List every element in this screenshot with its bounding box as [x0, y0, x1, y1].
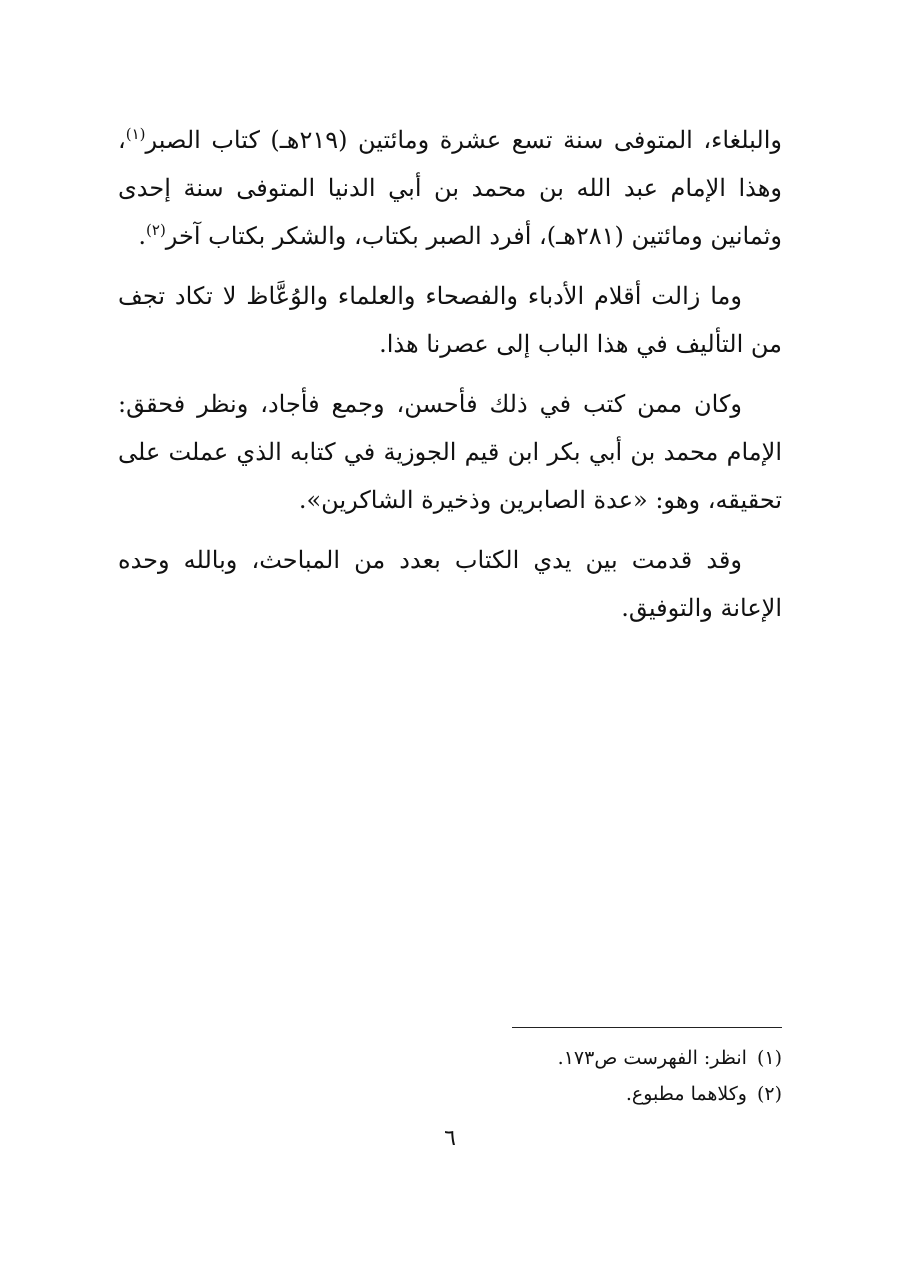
footnote-separator [512, 1027, 782, 1028]
footnote-2-text: وكلاهما مطبوع. [625, 1083, 747, 1105]
footnote-1-marker: (١) [756, 1047, 782, 1069]
footnote-1 [460, 1040, 782, 1076]
paragraph-1 [118, 116, 782, 260]
paragraph-1-text-end: . [138, 222, 147, 250]
paragraph-4: وقد قدمت بين يدي الكتاب بعدد من المباحث، وبالله وحده الإعانة والتوفيق. [118, 546, 782, 622]
paragraph-1-text-middle: ، وهذا الإمام عبد الله بن محمد بن أبي الدنيا المتوفى سنة إحدى وثمانين ومائتين (٢٨١هـ)، أفرد الصبر بكتاب، والشكر بكتاب آخر [118, 126, 782, 250]
page-number: ٦ [444, 1126, 456, 1151]
footnote-1-text: انظر: الفهرست ص١٧٣. [557, 1047, 747, 1069]
footnote-ref-2: (٢) [146, 221, 166, 239]
footnote-2 [460, 1076, 782, 1112]
paragraph-3: وكان ممن كتب في ذلك فأحسن، وجمع فأجاد، ونظر فحقق: الإمام محمد بن أبي بكر ابن قيم الجوزية في كتابه الذي عملت على تحقيقه، وهو: «عدة الصابرين وذخيرة الشاكرين». [118, 390, 782, 514]
footnotes [460, 1040, 782, 1112]
footnote-ref-1: (١) [125, 125, 146, 143]
paragraph-2: وما زالت أقلام الأدباء والفصحاء والعلماء والوُعَّاظ لا تكاد تجف من التأليف في هذا الباب إلى عصرنا هذا. [118, 282, 782, 358]
footnote-2-marker: (٢) [756, 1083, 782, 1105]
body-text [118, 116, 782, 644]
paragraph-1-text-start: والبلغاء، المتوفى سنة تسع عشرة ومائتين (٢١٩هـ) كتاب الصبر [145, 126, 782, 154]
